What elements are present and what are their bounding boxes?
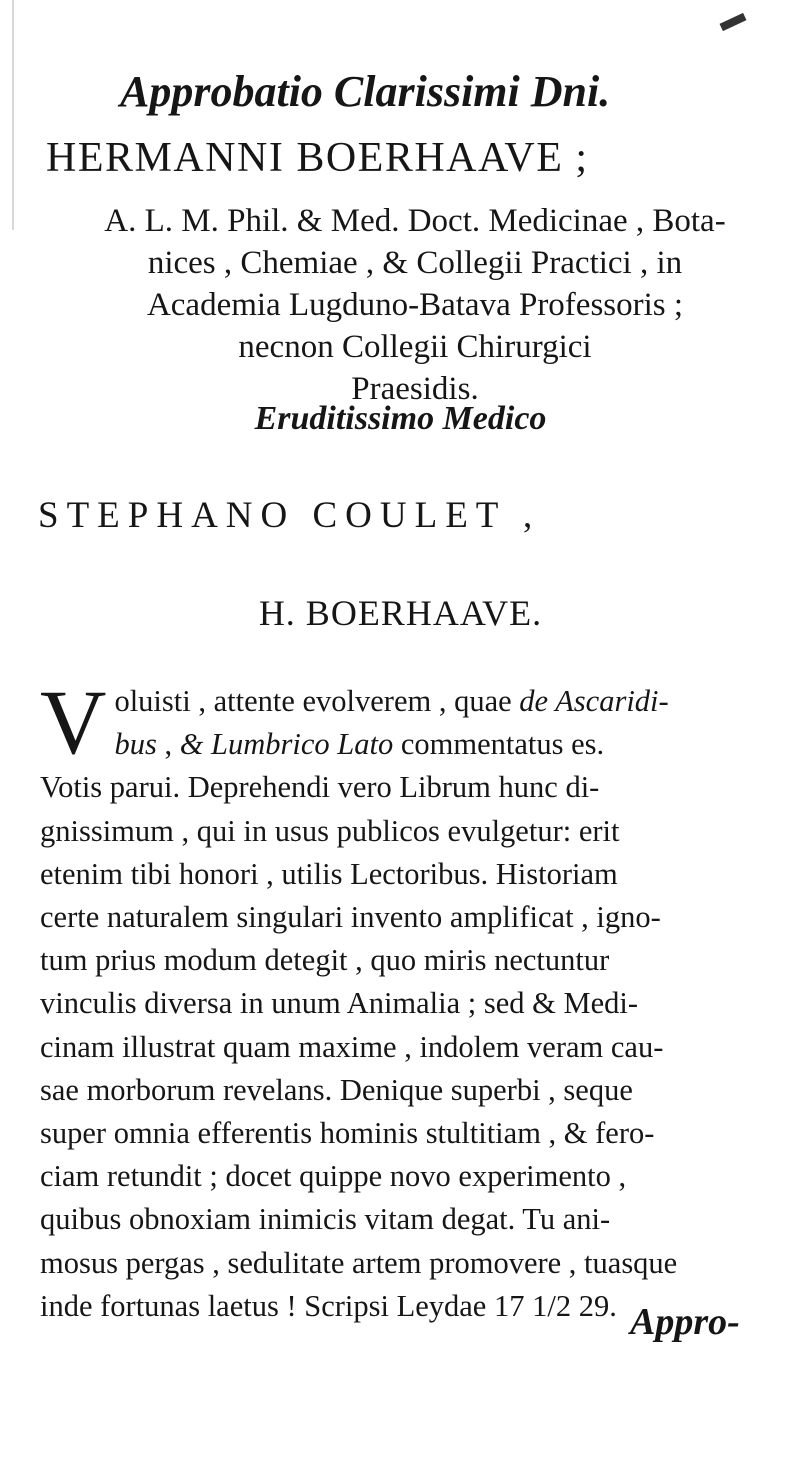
- letter-text: oluisti , attente evolverem , quae: [114, 684, 512, 718]
- dedication-salutation: Eruditissimo Medico: [254, 400, 547, 437]
- letter-line: etenim tibi honori , utilis Lectoribus. Historiam: [40, 856, 618, 891]
- letter-text: commentatus es.: [393, 727, 605, 762]
- dedication-addressee: STEPHANO COULET ,: [38, 495, 541, 536]
- letter-italic: bus: [114, 727, 157, 762]
- letter-body: [40, 671, 780, 1328]
- letter-line: certe naturalem singulari invento amplificat , igno-: [40, 900, 661, 935]
- letter-line: cinam illustrat quam maxime , indolem veram cau-: [40, 1029, 664, 1064]
- letter-line: Votis parui. Deprehendi vero Librum hunc di-: [40, 770, 600, 805]
- title-line: nices , Chemiae , & Collegii Practici , in: [147, 245, 683, 281]
- letter-text: ,: [156, 727, 180, 762]
- letter-line: mosus pergas , sedulitate artem promovere , tuasque: [40, 1245, 678, 1280]
- letter-line: quibus obnoxiam inimicis vitam degat. Tu ani-: [40, 1202, 611, 1237]
- drop-cap: V: [40, 671, 107, 773]
- letter-line: super omnia efferentis hominis stultitiam , & fero-: [40, 1116, 655, 1151]
- margin-rule: [12, 0, 14, 230]
- letter-line: ciam retundit ; docet quippe novo experimento ,: [40, 1159, 627, 1194]
- letter-italic: & Lumbrico Lato: [179, 727, 394, 762]
- catchword: Appro-: [630, 1301, 740, 1343]
- title-line: Praesidis.: [351, 371, 479, 407]
- dedication-sender: H. BOERHAAVE.: [258, 593, 543, 633]
- author-titles: [30, 200, 800, 410]
- approbation-heading: Approbatio Clarissimi Dni.: [120, 67, 611, 116]
- author-name: HERMANNI BOERHAAVE ;: [46, 135, 589, 181]
- title-line: Academia Lugduno-Batava Professoris ;: [146, 287, 684, 323]
- letter-line: vinculis diversa in unum Animalia ; sed & Medi-: [40, 986, 639, 1021]
- letter-italic: de Ascaridi-: [519, 684, 669, 718]
- title-line: necnon Collegii Chirurgici: [238, 329, 592, 365]
- letter-line: gnissimum , qui in usus publicos evulgetur: erit: [40, 813, 620, 848]
- letter-line: tum prius modum detegit , quo miris nectuntur: [40, 943, 610, 978]
- title-line: A. L. M. Phil. & Med. Doct. Medicinae , Bota-: [104, 203, 726, 239]
- letter-line: inde fortunas laetus ! Scripsi Leydae 17 1/2 29.: [40, 1288, 617, 1323]
- letter-line: [40, 723, 780, 766]
- letter-line: [40, 680, 780, 723]
- letter-line: sae morborum revelans. Denique superbi , seque: [40, 1072, 633, 1107]
- ink-mark: [720, 13, 747, 31]
